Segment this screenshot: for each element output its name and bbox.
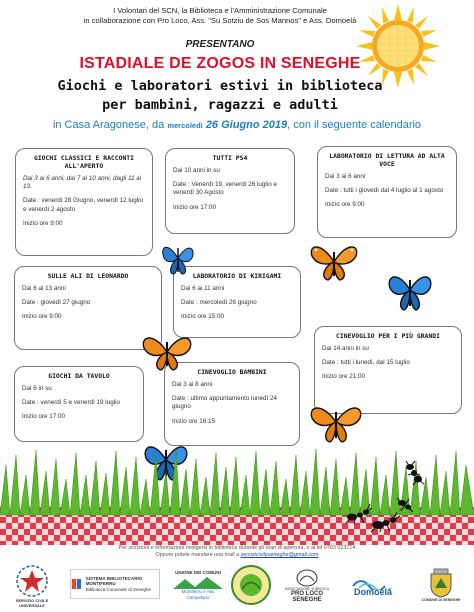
card-start: Inizio ore 16:15 (172, 417, 216, 425)
servizio-civile-logo (4, 561, 60, 611)
contact-line-2 (60, 552, 414, 559)
event-subtitle-1: Giochi e laboratori estivi in biblioteca (57, 78, 383, 94)
coat-of-arms-icon (429, 568, 453, 598)
servizio-civile-label: SERVIZIO CIVILE UNIVERSALE (15, 597, 49, 608)
intro-line-1: I Volontari del SCN, la Biblioteca e l'Amministrazione Comunale (113, 6, 327, 15)
butterfly-orange-icon (308, 238, 360, 284)
pro-loco-emblem-icon (296, 569, 318, 587)
card-age: Dai 3 ai 8 anni (172, 381, 213, 388)
card-age: Dai 3 ai 6 anni (325, 173, 366, 180)
event-title: ISTADIALE DE ZOGOS IN SENEGHE (79, 55, 361, 72)
card-start: Inizio ore 15:00 (181, 313, 225, 321)
card-age: Dai 6 ai 13 anni (22, 285, 66, 292)
card-age: Dai 6 ai 11 anni (181, 285, 225, 292)
event-location (0, 119, 474, 131)
contact-prefix: Oppure potete mandare una mail a (155, 552, 240, 558)
card-giochi-classici (15, 148, 153, 256)
card-dates: Date : ultimo appuntamento lunedì 24 giugno (172, 395, 278, 411)
contact-note (60, 545, 414, 559)
butterfly-orange-icon (308, 400, 364, 446)
comune-seneghe-logo (414, 561, 468, 611)
butterfly-blue-icon (160, 238, 196, 278)
unione-sub-label: Montiferru e Alto Campidano (181, 589, 215, 600)
grass-illustration (0, 445, 474, 545)
card-dates: Date : tutti i giovedì dal 4 luglio al 1 agosto (325, 187, 444, 195)
card-title: SULLE ALI DI LEONARDO (47, 272, 129, 280)
card-dates: Date : mercoledì 26 giugno (181, 299, 257, 307)
pro-loco-logo (282, 563, 332, 609)
card-age: Dai 14 anni in su (322, 345, 369, 352)
card-dates: Date : tutti i lunedì, dal 15 luglio (322, 359, 410, 367)
card-start: Inizio ore 17:00 (173, 203, 217, 211)
card-tutti-ps4 (165, 148, 295, 234)
card-start: Inizio ore 21:00 (322, 373, 366, 381)
card-title: LABORATORIO DI LETTURA AD ALTA VOCE (329, 152, 445, 168)
card-title: GIOCHI DA TAVOLO (48, 372, 110, 380)
unione-comuni-logo (170, 567, 226, 603)
card-giochi-tavolo (14, 366, 144, 442)
card-start: Inizio ore 17:00 (22, 413, 66, 421)
book-icon (71, 576, 83, 592)
card-title: CINEVOGLIO BAMBINI (197, 368, 267, 376)
domoela-label: Domoelà (353, 587, 392, 598)
card-title: LABORATORIO DI KIRIGAMI (192, 272, 282, 280)
card-dates: Date : Venerdì 19, venerdì 26 luglio e venerdì 30 Agosto (173, 181, 277, 197)
card-age: Dai 3 ai 6 anni, dai 7 ai 10 anni, dagli 11 ai 13. (23, 175, 142, 191)
card-start: Inizio ore 9:00 (22, 313, 62, 321)
presentano-label: PRESENTANO (185, 39, 255, 50)
contact-email-link[interactable]: servizicivileseneghe@gmail.com (240, 552, 319, 558)
sotziu-emblem-icon (230, 564, 272, 606)
location-day: mercoledì (167, 121, 203, 130)
sistema-sub-label: Biblioteca Comunale di Seneghe (85, 586, 151, 592)
card-dates: Date : venerdì 5 e venerdì 19 luglio (22, 399, 121, 407)
card-dates: Date : giovedì 27 giugno (22, 299, 91, 307)
card-title: CINEVOGLIO PER I PIÙ GRANDI (336, 332, 440, 340)
unione-label: UNIONE DEI COMUNI (175, 569, 221, 575)
event-subtitle-2: per bambini, ragazzi e adulti (102, 97, 338, 113)
domoela-logo (340, 567, 406, 603)
sistema-bibliotecario-logo (70, 569, 160, 599)
sistema-label: SISTEMA BIBLIOTECARIO MONTIFERRU (85, 575, 143, 587)
card-dates: Date : venerdì 28 Giugno, venerdì 12 luglio e venerdì 2 agosto (23, 197, 144, 213)
card-title: GIOCHI CLASSICI E RACCONTI ALL'APERTO (33, 154, 135, 170)
sotziu-logo (228, 562, 274, 608)
location-date: 26 Giugno 2019 (205, 119, 288, 131)
sponsor-logos (0, 561, 474, 611)
card-age: Dai 10 anni in su (173, 167, 220, 174)
card-cinevoglio-bambini (164, 362, 300, 446)
intro-text (40, 6, 400, 26)
intro-line-2: in collaborazione con Pro Loco, Ass. "Su Sotziu de Sos Mannos" e Ass. Domoelà (83, 16, 357, 25)
pro-loco-small-label: ASSOCIAZIONE TURISTICA (284, 586, 330, 591)
butterfly-orange-icon (140, 330, 194, 374)
card-start: Inizio ore 9:00 (23, 219, 63, 227)
comune-label: COMUNE DI SENEGHE (421, 598, 461, 603)
card-start: Inizio ore 9:00 (325, 201, 365, 209)
butterfly-blue-icon (386, 268, 434, 314)
star-logo-icon (12, 564, 52, 598)
card-lettura (317, 146, 457, 238)
contact-line-1: Per iscrizioni e informazioni rivolgersi in biblioteca durante gli orari di apertura, o al tel 0783 023714 (118, 545, 356, 551)
location-prefix: in Casa Aragonese, da (52, 119, 165, 131)
location-suffix: , con il seguente calendario (287, 119, 422, 131)
card-age: Dai 6 in su (22, 385, 52, 392)
card-title: TUTTI PS4 (212, 154, 248, 162)
pro-loco-label: PRO LOCO SENEGHE (290, 591, 323, 603)
hills-icon (173, 575, 223, 589)
